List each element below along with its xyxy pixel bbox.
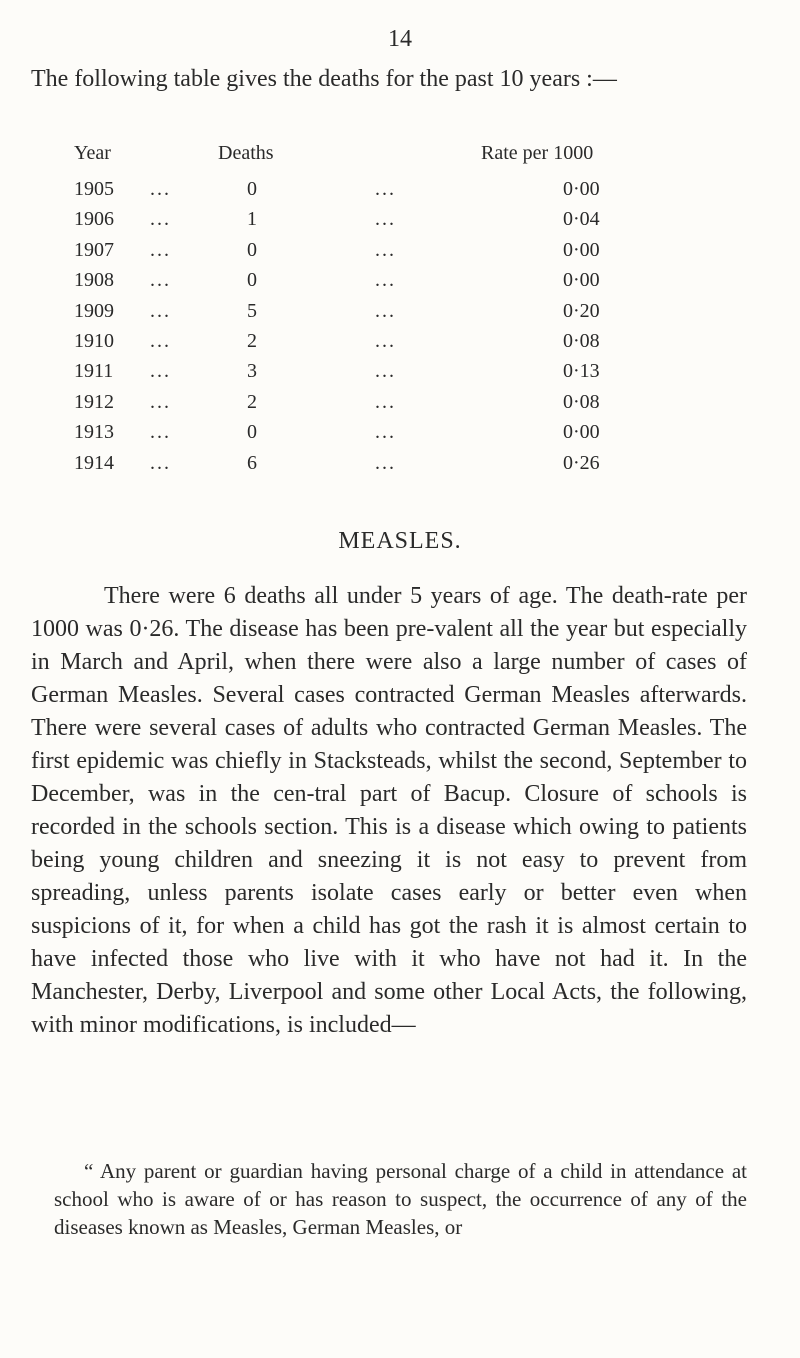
leader-dots: ...	[150, 238, 171, 261]
table-row	[0, 178, 800, 208]
cell-year: 1906	[74, 208, 114, 231]
cell-deaths: 2	[247, 390, 257, 413]
cell-year: 1909	[74, 299, 114, 322]
cell-year: 1905	[74, 178, 114, 200]
leader-dots: ...	[150, 299, 171, 322]
act-quotation	[54, 1157, 747, 1241]
cell-rate: 0·08	[563, 390, 600, 413]
table-row	[0, 452, 800, 482]
cell-year: 1913	[74, 421, 114, 444]
leader-dots: ...	[375, 330, 396, 352]
cell-deaths: 6	[247, 451, 257, 474]
cell-rate: 0·26	[563, 451, 600, 474]
section-heading: MEASLES.	[338, 528, 462, 554]
table-row	[0, 330, 800, 360]
leader-dots: ...	[150, 421, 171, 444]
cell-deaths: 3	[247, 360, 257, 383]
leader-dots: ...	[375, 299, 396, 322]
leader-dots: ...	[375, 390, 396, 413]
cell-year: 1912	[74, 390, 114, 413]
cell-year: 1907	[74, 238, 114, 261]
header-rate: Rate per 1000	[481, 142, 594, 164]
table-row	[0, 208, 800, 238]
cell-rate: 0·20	[563, 299, 600, 322]
cell-deaths: 0	[247, 421, 257, 444]
measles-paragraph	[31, 580, 747, 1042]
cell-rate: 0·13	[563, 360, 600, 383]
leader-dots: ...	[375, 238, 396, 261]
cell-deaths: 0	[247, 269, 257, 292]
leader-dots: ...	[375, 360, 396, 383]
cell-year: 1914	[74, 451, 114, 474]
table-row	[0, 269, 800, 299]
leader-dots: ...	[150, 208, 171, 231]
header-deaths: Deaths	[218, 142, 274, 164]
table-row	[0, 300, 800, 330]
header-year: Year	[74, 142, 111, 164]
cell-deaths: 5	[247, 299, 257, 322]
table-row	[0, 360, 800, 390]
table-row	[0, 391, 800, 421]
cell-rate: 0·00	[563, 269, 600, 292]
leader-dots: ...	[150, 178, 171, 200]
cell-rate: 0·00	[563, 238, 600, 261]
page-number: 14	[388, 26, 412, 52]
cell-rate: 0·04	[563, 208, 600, 231]
table-row	[0, 421, 800, 451]
leader-dots: ...	[375, 208, 396, 231]
intro-paragraph: The following table gives the deaths for the past 10 years :—	[31, 66, 617, 92]
cell-rate: 0·00	[563, 421, 600, 444]
leader-dots: ...	[375, 451, 396, 474]
cell-deaths: 2	[247, 330, 257, 352]
leader-dots: ...	[375, 421, 396, 444]
leader-dots: ...	[375, 269, 396, 292]
leader-dots: ...	[375, 178, 396, 200]
table-row	[0, 239, 800, 269]
leader-dots: ...	[150, 269, 171, 292]
leader-dots: ...	[150, 360, 171, 383]
cell-year: 1911	[74, 360, 114, 383]
cell-deaths: 0	[247, 238, 257, 261]
cell-deaths: 1	[247, 208, 257, 231]
leader-dots: ...	[150, 330, 171, 352]
quotation-text: “ Any parent or guardian having personal charge of a child in attendance at school who is aware of or has reason to suspect, the occurrence of any of the diseases known as Measles, German Measles, or	[54, 1159, 747, 1239]
cell-year: 1908	[74, 269, 114, 292]
cell-rate: 0·08	[563, 330, 600, 352]
measles-text: There were 6 deaths all under 5 years of age. The death-rate per 1000 was 0·26. The disease has been pre-valent all the year but especially in March and April, when there were also a large number of cases of German Measles. Several cases contracted German Measles afterwards. There were several cases of adults who contracted German Measles. The first epidemic was chiefly in Stacksteads, whilst the second, September to December, was in the cen-tral part of Bacup. Closure of schools is recorded in the schools section. This is a disease which owing to patients being young children and sneezing it is not easy to prevent from spreading, unless parents isolate cases early or better even when suspicions of it, for when a child has got the rash it is almost certain to have infected those who live with it who have not had it. In the Manchester, Derby, Liverpool and some other Local Acts, the following, with minor modifications, is included—	[31, 583, 747, 1038]
leader-dots: ...	[150, 451, 171, 474]
leader-dots: ...	[150, 390, 171, 413]
cell-deaths: 0	[247, 178, 257, 200]
cell-year: 1910	[74, 330, 114, 352]
cell-rate: 0·00	[563, 178, 600, 200]
